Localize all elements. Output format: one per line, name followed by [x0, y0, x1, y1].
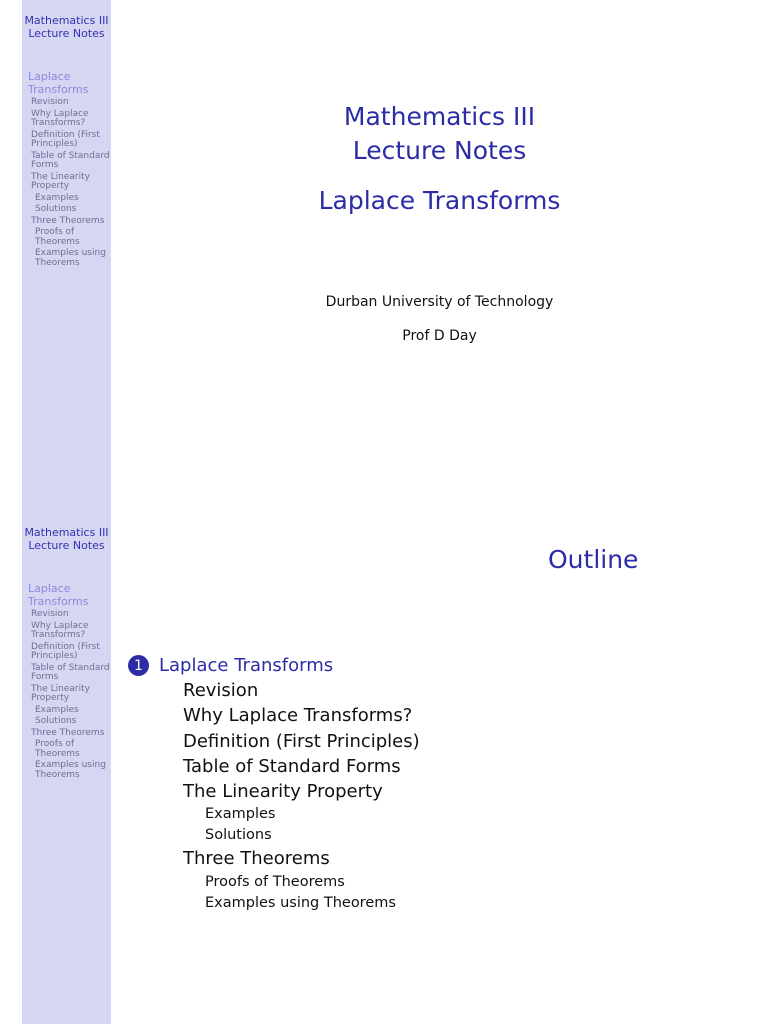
toc-item-examples-using-theorems[interactable]: Examples using Theorems	[205, 894, 396, 911]
sidebar-item-why-laplace[interactable]: Why Laplace Transforms?	[31, 108, 89, 128]
toc-item-definition[interactable]: Definition (First Principles)	[183, 730, 420, 752]
outline-heading: Outline	[548, 545, 639, 574]
presentation-title-line2: Lecture Notes	[352, 136, 527, 165]
section-number-badge: 1	[128, 655, 149, 676]
sidebar-item-examples[interactable]: Examples	[35, 704, 79, 715]
sidebar-item-examples-using-theorems[interactable]: Examples using Theorems	[35, 248, 106, 268]
sidebar-item-three-theorems[interactable]: Three Theorems	[31, 215, 105, 226]
sidebar-item-revision[interactable]: Revision	[31, 609, 69, 619]
sidebar-item-examples-using-theorems[interactable]: Examples using Theorems	[35, 760, 106, 780]
toc-item-table-standard-forms[interactable]: Table of Standard Forms	[183, 755, 401, 777]
sidebar-item-why-laplace[interactable]: Why Laplace Transforms?	[31, 620, 89, 640]
sidebar-item-definition[interactable]: Definition (First Principles)	[31, 129, 100, 149]
toc-item-why-laplace[interactable]: Why Laplace Transforms?	[183, 705, 413, 727]
author: Prof D Day	[402, 328, 477, 344]
toc-item-revision[interactable]: Revision	[183, 680, 259, 701]
toc-item-proofs-of-theorems[interactable]: Proofs of Theorems	[205, 873, 345, 890]
toc-item-three-theorems[interactable]: Three Theorems	[183, 848, 330, 870]
toc-item-solutions[interactable]: Solutions	[205, 827, 272, 844]
toc-section-label: Laplace Transforms	[159, 655, 334, 676]
toc-item-examples[interactable]: Examples	[205, 806, 276, 823]
sidebar-item-linearity-property[interactable]: The Linearity Property	[31, 171, 90, 191]
sidebar-item-proofs-of-theorems[interactable]: Proofs of Theorems	[35, 739, 80, 759]
sidebar-item-table-standard-forms[interactable]: Table of Standard Forms	[31, 150, 110, 170]
sidebar-item-solutions[interactable]: Solutions	[35, 204, 77, 214]
sidebar-title-link[interactable]: Mathematics III Lecture Notes	[24, 526, 109, 552]
table-of-contents	[128, 653, 420, 914]
institute: Durban University of Technology	[325, 294, 554, 310]
sidebar-item-revision[interactable]: Revision	[31, 97, 69, 107]
toc-item-linearity-property[interactable]: The Linearity Property	[183, 781, 383, 803]
title-slide	[111, 100, 768, 344]
sidebar-section-link[interactable]: Laplace Transforms	[28, 582, 89, 608]
sidebar-section-link[interactable]: Laplace Transforms	[28, 70, 89, 96]
sidebar-title-link[interactable]: Mathematics III Lecture Notes	[24, 14, 109, 40]
presentation-title-line1: Mathematics III	[343, 102, 536, 131]
sidebar-item-linearity-property[interactable]: The Linearity Property	[31, 683, 90, 703]
sidebar-item-definition[interactable]: Definition (First Principles)	[31, 641, 100, 661]
sidebar-nav-bottom	[22, 526, 111, 780]
sidebar-item-solutions[interactable]: Solutions	[35, 716, 77, 726]
sidebar-item-proofs-of-theorems[interactable]: Proofs of Theorems	[35, 227, 80, 247]
toc-section-laplace-transforms[interactable]	[128, 653, 420, 678]
sidebar-subsection-list	[22, 610, 111, 780]
sidebar-item-three-theorems[interactable]: Three Theorems	[31, 727, 105, 738]
sidebar-subsection-list	[22, 98, 111, 268]
sidebar-item-table-standard-forms[interactable]: Table of Standard Forms	[31, 662, 110, 682]
sidebar-item-examples[interactable]: Examples	[35, 192, 79, 203]
sidebar-nav-top	[22, 14, 111, 268]
presentation-subtitle: Laplace Transforms	[318, 186, 561, 215]
